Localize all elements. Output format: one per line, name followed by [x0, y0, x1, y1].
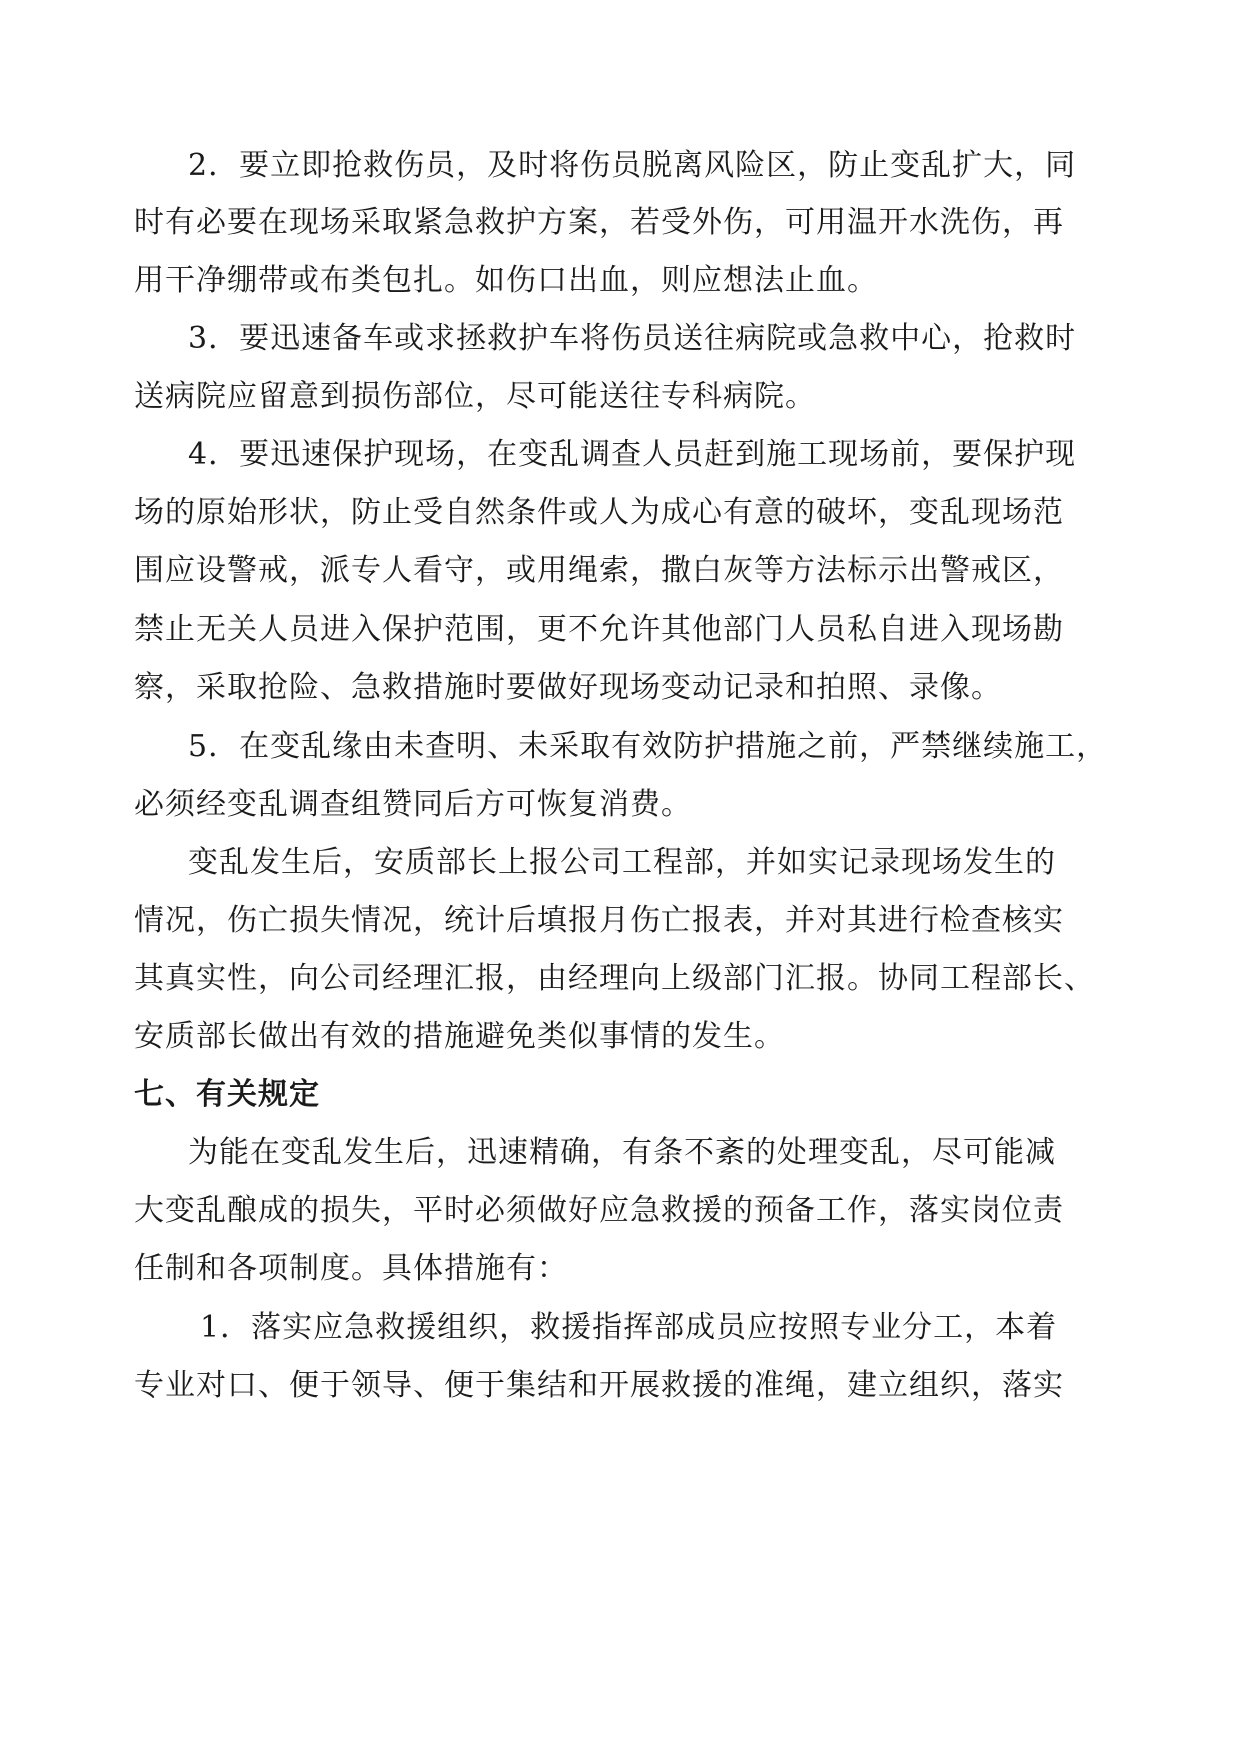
section-heading: 七、有关规定 — [134, 1077, 320, 1112]
paragraph-2-line-1: 2．要立即抢救伤员，及时将伤员脱离风险区，防止变乱扩大，同 — [188, 148, 1077, 183]
paragraph-2-line-3: 用干净绷带或布类包扎。如伤口出血，则应想法止血。 — [134, 263, 878, 298]
paragraph-5-line-1: 5．在变乱缘由未查明、未采取有效防护措施之前，严禁继续施工， — [188, 729, 1108, 764]
paragraph-4-line-4: 禁止无关人员进入保护范围，更不允许其他部门人员私自进入现场勘 — [134, 612, 1064, 647]
paragraph-3-line-2: 送病院应留意到损伤部位，尽可能送往专科病院。 — [134, 379, 816, 414]
measure-1-line-1: 1．落实应急救援组织，救援指挥部成员应按照专业分工，本着 — [200, 1310, 1058, 1345]
measure-1-line-2: 专业对口、便于领导、便于集结和开展救援的准绳，建立组织，落实 — [134, 1368, 1064, 1403]
aftermath-paragraph-line-3: 其真实性，向公司经理汇报，由经理向上级部门汇报。协同工程部长、 — [134, 961, 1095, 996]
paragraph-4-line-5: 察，采取抢险、急救措施时要做好现场变动记录和拍照、录像。 — [134, 670, 1002, 705]
paragraph-3-line-1: 3．要迅速备车或求拯救护车将伤员送往病院或急救中心，抢救时 — [188, 321, 1077, 356]
aftermath-paragraph-line-2: 情况，伤亡损失情况，统计后填报月伤亡报表，并对其进行检查核实 — [134, 903, 1064, 938]
paragraph-4-line-1: 4．要迅速保护现场，在变乱调查人员赶到施工现场前，要保护现 — [188, 437, 1077, 472]
provisions-paragraph-line-1: 为能在变乱发生后，迅速精确，有条不紊的处理变乱，尽可能减 — [188, 1135, 1056, 1170]
paragraph-4-line-2: 场的原始形状，防止受自然条件或人为成心有意的破坏，变乱现场范 — [134, 495, 1064, 530]
paragraph-5-line-2: 必须经变乱调查组赞同后方可恢复消费。 — [134, 787, 692, 822]
paragraph-2-line-2: 时有必要在现场采取紧急救护方案，若受外伤，可用温开水洗伤，再 — [134, 205, 1064, 240]
paragraph-4-line-3: 围应设警戒，派专人看守，或用绳索，撒白灰等方法标示出警戒区， — [134, 553, 1064, 588]
aftermath-paragraph-line-4: 安质部长做出有效的措施避免类似事情的发生。 — [134, 1019, 785, 1054]
provisions-paragraph-line-3: 任制和各项制度。具体措施有： — [134, 1251, 568, 1286]
aftermath-paragraph-line-1: 变乱发生后，安质部长上报公司工程部，并如实记录现场发生的 — [188, 845, 1056, 880]
provisions-paragraph-line-2: 大变乱酿成的损失，平时必须做好应急救援的预备工作，落实岗位责 — [134, 1193, 1064, 1228]
